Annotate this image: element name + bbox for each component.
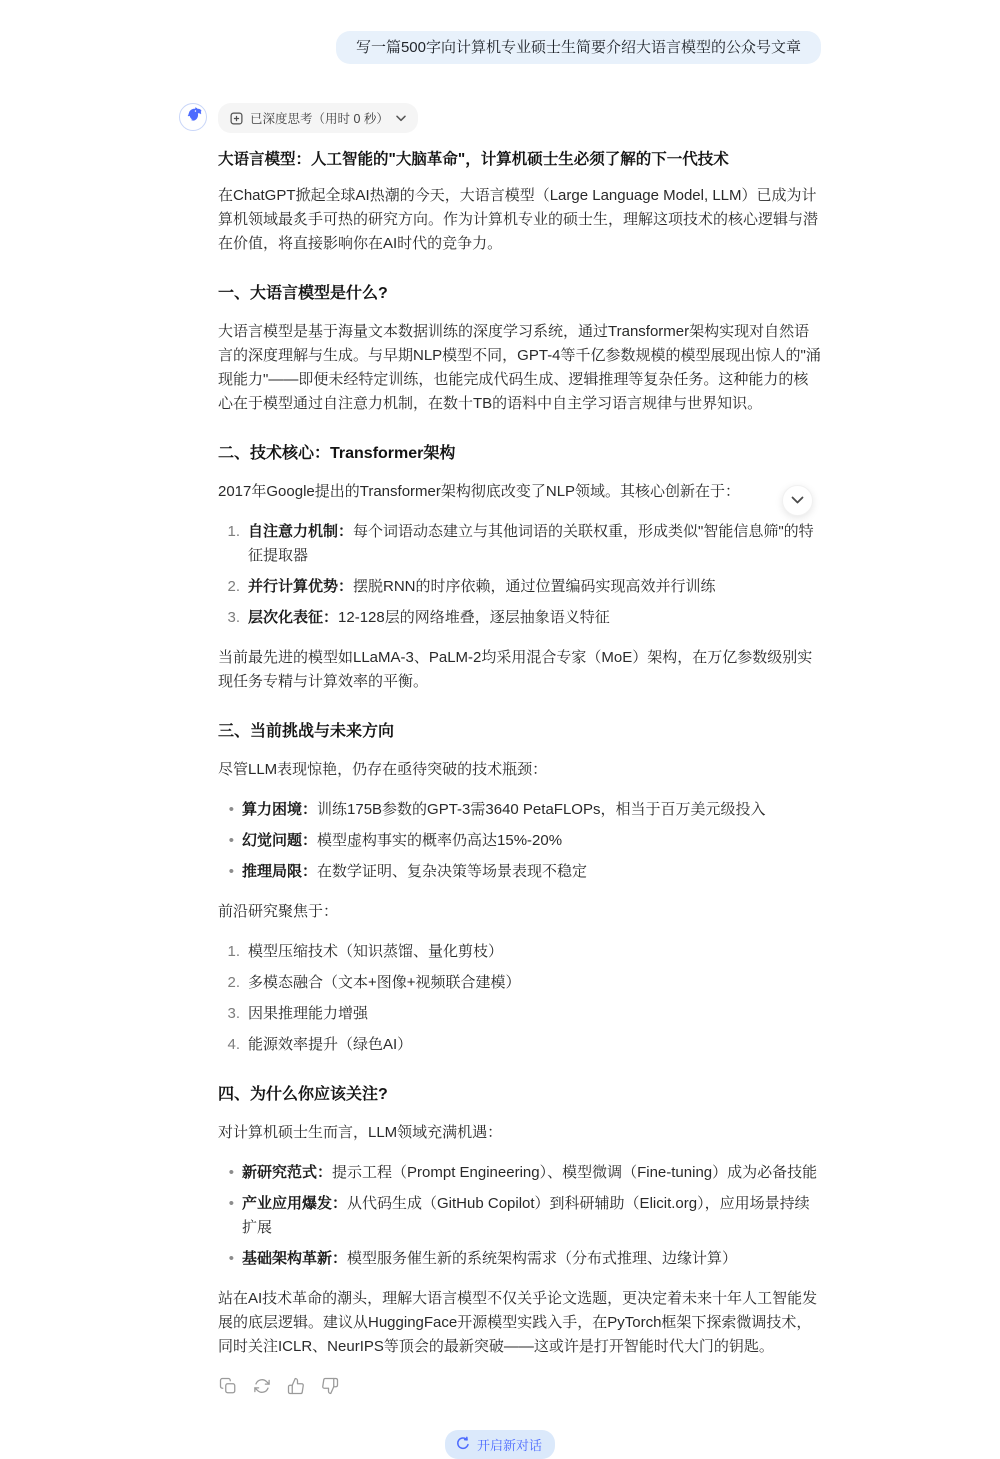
section-heading: 一、大语言模型是什么? — [218, 285, 388, 303]
list-item — [225, 1033, 821, 1057]
list-marker: • — [228, 863, 234, 881]
list-item-text: 自注意力机制：每个词语动态建立与其他词语的关联权重，形成类似"智能信息筛"的特征提取器 — [248, 523, 814, 565]
list-marker: • — [228, 832, 234, 850]
assistant-avatar — [179, 103, 207, 131]
list-marker: 1. — [227, 523, 240, 541]
list-item — [225, 829, 821, 853]
list-marker: • — [228, 1195, 234, 1213]
list-item-text: 层次化表征：12-128层的网络堆叠，逐层抽象语义特征 — [248, 609, 610, 627]
list-item-lead: 推理局限： — [242, 863, 318, 881]
list-item — [225, 971, 821, 995]
paragraph: 尽管LLM表现惊艳，仍存在亟待突破的技术瓶颈： — [218, 761, 548, 779]
list-item-text: 多模态融合（文本+图像+视频联合建模） — [248, 974, 521, 992]
paragraph: 在ChatGPT掀起全球AI热潮的今天，大语言模型（Large Language Model, LLM）已成为计算机领域最炙手可热的研究方向。作为计算机专业的硕士生，理解这项技术的核心逻辑与潜在价值，将直接影响你在AI时代的竞争力。 — [218, 187, 819, 253]
list-marker: • — [228, 1250, 234, 1268]
new-chat-icon — [456, 1436, 470, 1453]
list-marker: 2. — [227, 974, 240, 992]
list-item-text: 推理局限：在数学证明、复杂决策等场景表现不稳定 — [242, 863, 588, 881]
paragraph: 站在AI技术革命的潮头，理解大语言模型不仅关乎论文选题，更决定着未来十年人工智能发展的底层逻辑。建议从HuggingFace开源模型实践入手，在PyTorch框架下探索微调技术，同时关注ICLR、NeurIPS等顶会的最新突破——这或许是打开智能时代大门的钥匙。 — [218, 1290, 818, 1356]
list-item-lead: 基础架构革新： — [242, 1250, 348, 1268]
scroll-to-bottom-button[interactable] — [782, 485, 813, 516]
list-marker: 2. — [227, 578, 240, 596]
assistant-message-body — [218, 103, 821, 1397]
list-item — [225, 940, 821, 964]
thumbs-up-button[interactable] — [285, 1375, 307, 1397]
ordered-list — [218, 940, 821, 1057]
assistant-article — [218, 148, 821, 1359]
deepthink-label: 已深度思考（用时 0 秒） — [250, 112, 389, 127]
list-item-lead: 层次化表征： — [248, 609, 339, 627]
thumbs-down-button[interactable] — [319, 1375, 341, 1397]
list-item — [225, 575, 821, 599]
chevron-down-icon — [791, 493, 804, 508]
paragraph: 大语言模型是基于海量文本数据训练的深度学习系统，通过Transformer架构实现对自然语言的深度理解与生成。与早期NLP模型不同，GPT-4等千亿参数规模的模型展现出惊人的"涌现能力"——即便未经特定训练，也能完成代码生成、逻辑推理等复杂任务。这种能力的核心在于模型通过自注意力机制，在数十TB的语料中自主学习语言规律与世界知识。 — [218, 323, 821, 413]
list-item-text: 能源效率提升（绿色AI） — [248, 1036, 413, 1054]
list-item-text: 基础架构革新：模型服务催生新的系统架构需求（分布式推理、边缘计算） — [242, 1250, 738, 1268]
list-item-lead: 并行计算优势： — [248, 578, 354, 596]
bullet-list — [218, 1161, 821, 1271]
list-item — [225, 798, 821, 822]
list-item-text: 产业应用爆发：从代码生成（GitHub Copilot）到科研辅助（Elicit.org），应用场景持续扩展 — [242, 1195, 810, 1237]
list-item — [225, 606, 821, 630]
chat-column — [179, 0, 821, 1459]
chevron-down-icon — [396, 115, 406, 122]
list-item — [225, 1247, 821, 1271]
article-title: 大语言模型：人工智能的"大脑革命"，计算机硕士生必须了解的下一代技术 — [218, 151, 729, 169]
paragraph: 对计算机硕士生而言，LLM领域充满机遇： — [218, 1124, 503, 1142]
section-heading: 三、当前挑战与未来方向 — [218, 723, 395, 741]
list-item — [225, 860, 821, 884]
list-marker: 3. — [227, 1005, 240, 1023]
list-item — [225, 1192, 821, 1240]
paragraph: 2017年Google提出的Transformer架构彻底改变了NLP领域。其核心创新在于： — [218, 483, 741, 501]
list-item-lead: 产业应用爆发： — [242, 1195, 348, 1213]
list-item-lead: 新研究范式： — [242, 1164, 333, 1182]
regenerate-button[interactable] — [251, 1375, 273, 1397]
bullet-list — [218, 798, 821, 884]
assistant-message-row — [179, 103, 821, 1397]
ordered-list — [218, 520, 821, 630]
list-marker: 4. — [227, 1036, 240, 1054]
deepseek-whale-icon — [184, 107, 202, 127]
section-heading: 四、为什么你应该关注? — [218, 1086, 388, 1104]
message-actions — [217, 1375, 821, 1397]
thumbs-up-icon — [287, 1377, 305, 1395]
list-item — [225, 1002, 821, 1026]
list-item-text: 幻觉问题：模型虚构事实的概率仍高达15%-20% — [242, 832, 563, 850]
user-message-row — [179, 31, 821, 64]
list-item-text: 并行计算优势：摆脱RNN的时序依赖，通过位置编码实现高效并行训练 — [248, 578, 716, 596]
list-marker: 1. — [227, 943, 240, 961]
copy-button[interactable] — [217, 1375, 239, 1397]
list-marker: • — [228, 1164, 234, 1182]
list-item-text: 算力困境：训练175B参数的GPT-3需3640 PetaFLOPs，相当于百万美元级投入 — [242, 801, 766, 819]
list-item — [225, 520, 821, 568]
new-chat-button[interactable] — [445, 1430, 555, 1459]
new-chat-label: 开启新对话 — [476, 1438, 542, 1454]
list-item-lead: 自注意力机制： — [248, 523, 354, 541]
copy-icon — [219, 1377, 237, 1395]
deepthink-toggle[interactable] — [218, 103, 418, 133]
list-item-lead: 算力困境： — [242, 801, 318, 819]
list-item — [225, 1161, 821, 1185]
regenerate-icon — [253, 1377, 271, 1395]
list-item-text: 模型压缩技术（知识蒸馏、量化剪枝） — [248, 943, 504, 961]
user-message-bubble: 写一篇500字向计算机专业硕士生简要介绍大语言模型的公众号文章 — [336, 31, 821, 64]
new-chat-row — [179, 1430, 821, 1459]
thumbs-down-icon — [321, 1377, 339, 1395]
list-marker: 3. — [227, 609, 240, 627]
list-item-text: 新研究范式：提示工程（Prompt Engineering）、模型微调（Fine-tuning）成为必备技能 — [242, 1164, 818, 1182]
section-heading: 二、技术核心：Transformer架构 — [218, 445, 456, 463]
list-item-lead: 幻觉问题： — [242, 832, 318, 850]
list-marker: • — [228, 801, 234, 819]
paragraph: 当前最先进的模型如LLaMA-3、PaLM-2均采用混合专家（MoE）架构，在万亿参数级别实现任务专精与计算效率的平衡。 — [218, 649, 813, 691]
list-item-text: 因果推理能力增强 — [248, 1005, 369, 1023]
deepthink-icon — [230, 112, 243, 125]
paragraph: 前沿研究聚焦于： — [218, 903, 339, 921]
